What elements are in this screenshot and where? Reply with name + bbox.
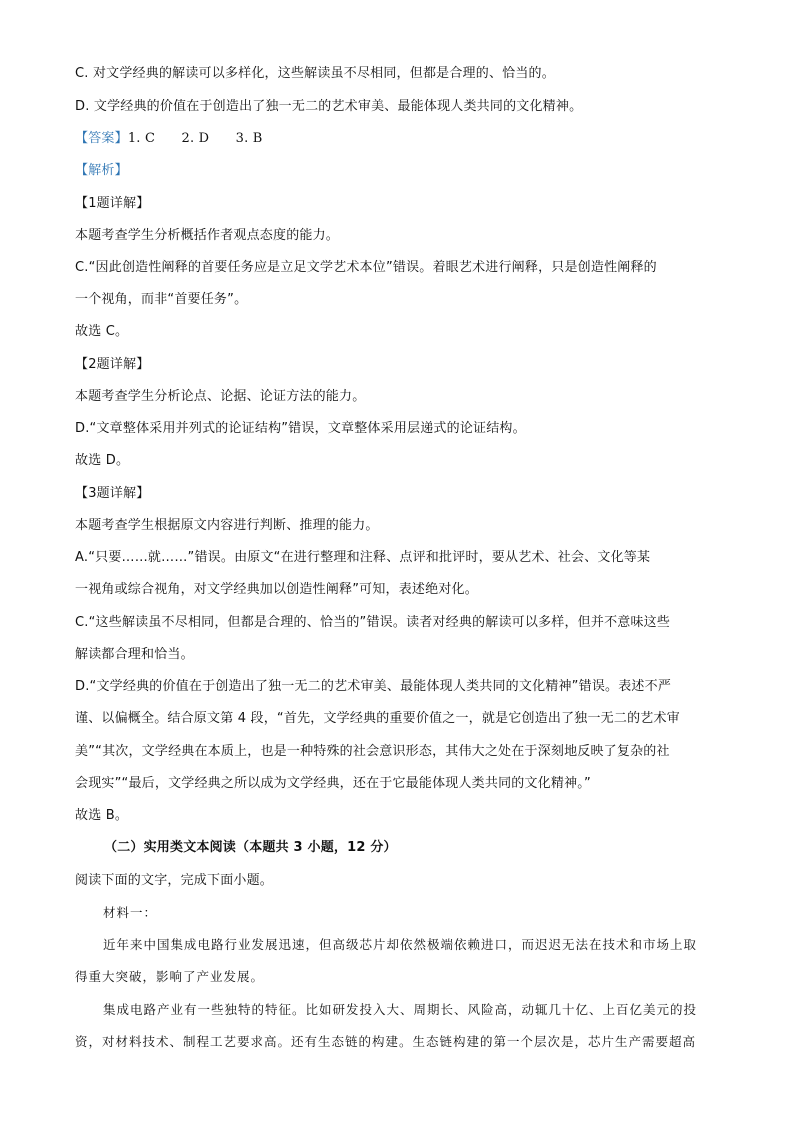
section-heading: （二）实用类文本阅读（本题共 3 小题，12 分） (104, 840, 397, 855)
q3-option-a: A.“只要……就……”错误。由原文“在进行整理和注释、点评和批评时，要从艺术、社会、文化等某 (75, 550, 651, 565)
q2-explanation: D.“文章整体采用并列式的论证结构”错误，文章整体采用层递式的论证结构。 (75, 421, 526, 436)
q3-option-d-cont2: 美”“其次，文学经典在本质上，也是一种特殊的社会意识形态，其伟大之处在于深刻地反映了复杂的社 (75, 744, 670, 759)
q3-option-d: D.“文学经典的价值在于创造出了独一无二的艺术审美、最能体现人类共同的文化精神”错误。表述不严 (75, 679, 672, 694)
q1-explanation: C.“因此创造性阐释的首要任务应是立足文学艺术本位”错误。着眼艺术进行阐释，只是创造性阐释的 (75, 260, 657, 275)
material-label: 材料一： (103, 905, 158, 920)
option-c: C. 对文学经典的解读可以多样化，这些解读虽不尽相同，但都是合理的、恰当的。 (75, 66, 555, 81)
q2-choice: 故选 D。 (75, 453, 130, 468)
material-para2-cont: 资，对材料技术、制程工艺要求高。还有生态链的构建。生态链构建的第一个层次是，芯片生产需要超高 (75, 1034, 697, 1049)
answer-label: 【答案】 (75, 131, 128, 146)
analysis-label: 【解析】 (75, 163, 128, 178)
answer-values: 1. C 2. D 3. B (127, 131, 263, 146)
q2-heading: 【2题详解】 (75, 357, 150, 372)
q1-explanation-cont: 一个视角，而非“首要任务”。 (75, 292, 248, 307)
q3-option-c: C.“这些解读虽不尽相同，但都是合理的、恰当的”错误。读者对经典的解读可以多样，但并不意味这些 (75, 615, 671, 630)
q3-heading: 【3题详解】 (75, 486, 150, 501)
q2-text: 本题考查学生分析论点、论据、论证方法的能力。 (75, 389, 366, 404)
q1-choice: 故选 C。 (75, 324, 129, 339)
option-d: D. 文学经典的价值在于创造出了独一无二的艺术审美、最能体现人类共同的文化精神。 (75, 99, 583, 114)
q3-option-a-cont: 一视角或综合视角，对文学经典加以创造性阐释”可知，表述绝对化。 (75, 582, 478, 597)
material-para1-cont: 得重大突破，影响了产业发展。 (75, 969, 265, 984)
q3-choice: 故选 B。 (75, 808, 129, 823)
material-para1: 近年来中国集成电路行业发展迅速，但高级芯片却依然极端依赖进口，而迟迟无法在技术和市场上取 (103, 937, 698, 952)
material-para2: 集成电路产业有一些独特的特征。比如研发投入大、周期长、风险高，动辄几十亿、上百亿美元的投 (103, 1002, 698, 1017)
q1-heading: 【1题详解】 (75, 196, 150, 211)
q3-option-c-cont: 解读都合理和恰当。 (75, 647, 194, 662)
q1-text: 本题考查学生分析概括作者观点态度的能力。 (75, 228, 340, 243)
q3-option-d-cont3: 会现实”“最后，文学经典之所以成为文学经典，还在于它最能体现人类共同的文化精神。” (75, 776, 591, 791)
answer-line (75, 129, 263, 149)
q3-option-d-cont1: 谨、以偏概全。结合原文第 4 段，“首先，文学经典的重要价值之一，就是它创造出了独一无二的艺术审 (75, 711, 680, 726)
instruction: 阅读下面的文字，完成下面小题。 (75, 873, 274, 888)
q3-text: 本题考查学生根据原文内容进行判断、推理的能力。 (75, 518, 379, 533)
